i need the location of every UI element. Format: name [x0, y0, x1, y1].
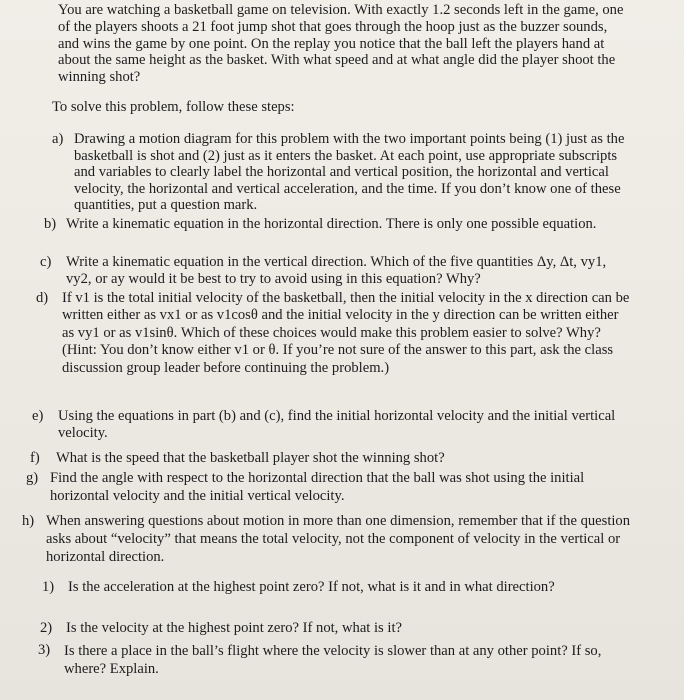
- sub-item-marker: 1): [42, 579, 55, 595]
- step-d: [36, 290, 634, 377]
- step-marker: g): [26, 470, 39, 486]
- sub-item-1: [42, 579, 642, 596]
- step-g: [26, 470, 638, 505]
- step-text: Find the angle with respect to the horizontal direction that the ball was shot using the initial horizontal velocity and the initial vertical velocity.: [50, 470, 585, 504]
- step-marker: d): [36, 290, 49, 306]
- sub-item-text: Is there a place in the ball’s flight where the velocity is slower than at any other point? If so, where? Explain.: [64, 643, 602, 677]
- sub-item-3: [38, 642, 644, 678]
- step-marker: b): [44, 216, 57, 232]
- sub-item-marker: 3): [38, 642, 51, 658]
- steps-intro: To solve this problem, follow these steps:: [52, 99, 295, 115]
- step-text: If v1 is the total initial velocity of the basketball, then the initial velocity in the x direction can be written either as vx1 or as v1cosθ and the initial velocity in the y direction can be written either as vy1 or as v1sinθ. Which of these choices would make this problem easier to solve? Why? (Hint: You don’t know either v1 or θ. If you’re not sure of the answer to this part, ask the class discussion group leader before continuing the problem.): [62, 290, 630, 376]
- step-e: [32, 408, 636, 443]
- step-b: [44, 216, 634, 233]
- step-marker: c): [40, 254, 52, 270]
- sub-item-marker: 2): [40, 620, 53, 636]
- step-marker: e): [32, 408, 44, 424]
- sub-item-text: Is the acceleration at the highest point zero? If not, what is it and in what direction?: [68, 579, 555, 595]
- step-marker: f): [30, 450, 40, 466]
- step-c: [40, 254, 632, 287]
- step-h: [22, 513, 640, 566]
- step-text: Write a kinematic equation in the vertical direction. Which of the five quantities Δy, Δt, vy1, vy2, or ay would it be best to try to avoid using in this equation? Why?: [66, 254, 607, 287]
- step-text: Using the equations in part (b) and (c), find the initial horizontal velocity and the initial vertical velocity.: [58, 408, 616, 442]
- step-f: [30, 450, 636, 467]
- step-text: When answering questions about motion in more than one dimension, remember that if the question asks about “velocity” that means the total velocity, not the component of velocity in the vertical or horizontal direction.: [46, 513, 631, 565]
- sub-item-text: Is the velocity at the highest point zero? If not, what is it?: [66, 620, 402, 636]
- problem-statement: You are watching a basketball game on television. With exactly 1.2 seconds left in the game, one of the players shoots a 21 foot jump shot that goes through the hoop just as the buzzer sounds, and wins the game by one point. On the replay you notice that the ball left the players hand at about the same height as the basket. With what speed and at what angle did the player shoot the winning shot?: [58, 2, 624, 86]
- step-marker: h): [22, 513, 35, 529]
- step-a: [52, 131, 632, 214]
- step-text: Drawing a motion diagram for this problem with the two important points being (1) just as the basketball is shot and (2) just as it enters the basket. At each point, use appropriate subscripts and variables to clearly label the horizontal and vertical position, the horizontal and vertical velocity, the horizontal and vertical acceleration, and the time. If you don’t know one of these quantities, put a question mark.: [74, 131, 625, 214]
- step-marker: a): [52, 131, 64, 147]
- step-text: Write a kinematic equation in the horizontal direction. There is only one possible equation.: [66, 216, 597, 232]
- step-text: What is the speed that the basketball player shot the winning shot?: [56, 450, 445, 466]
- sub-item-2: [40, 620, 640, 637]
